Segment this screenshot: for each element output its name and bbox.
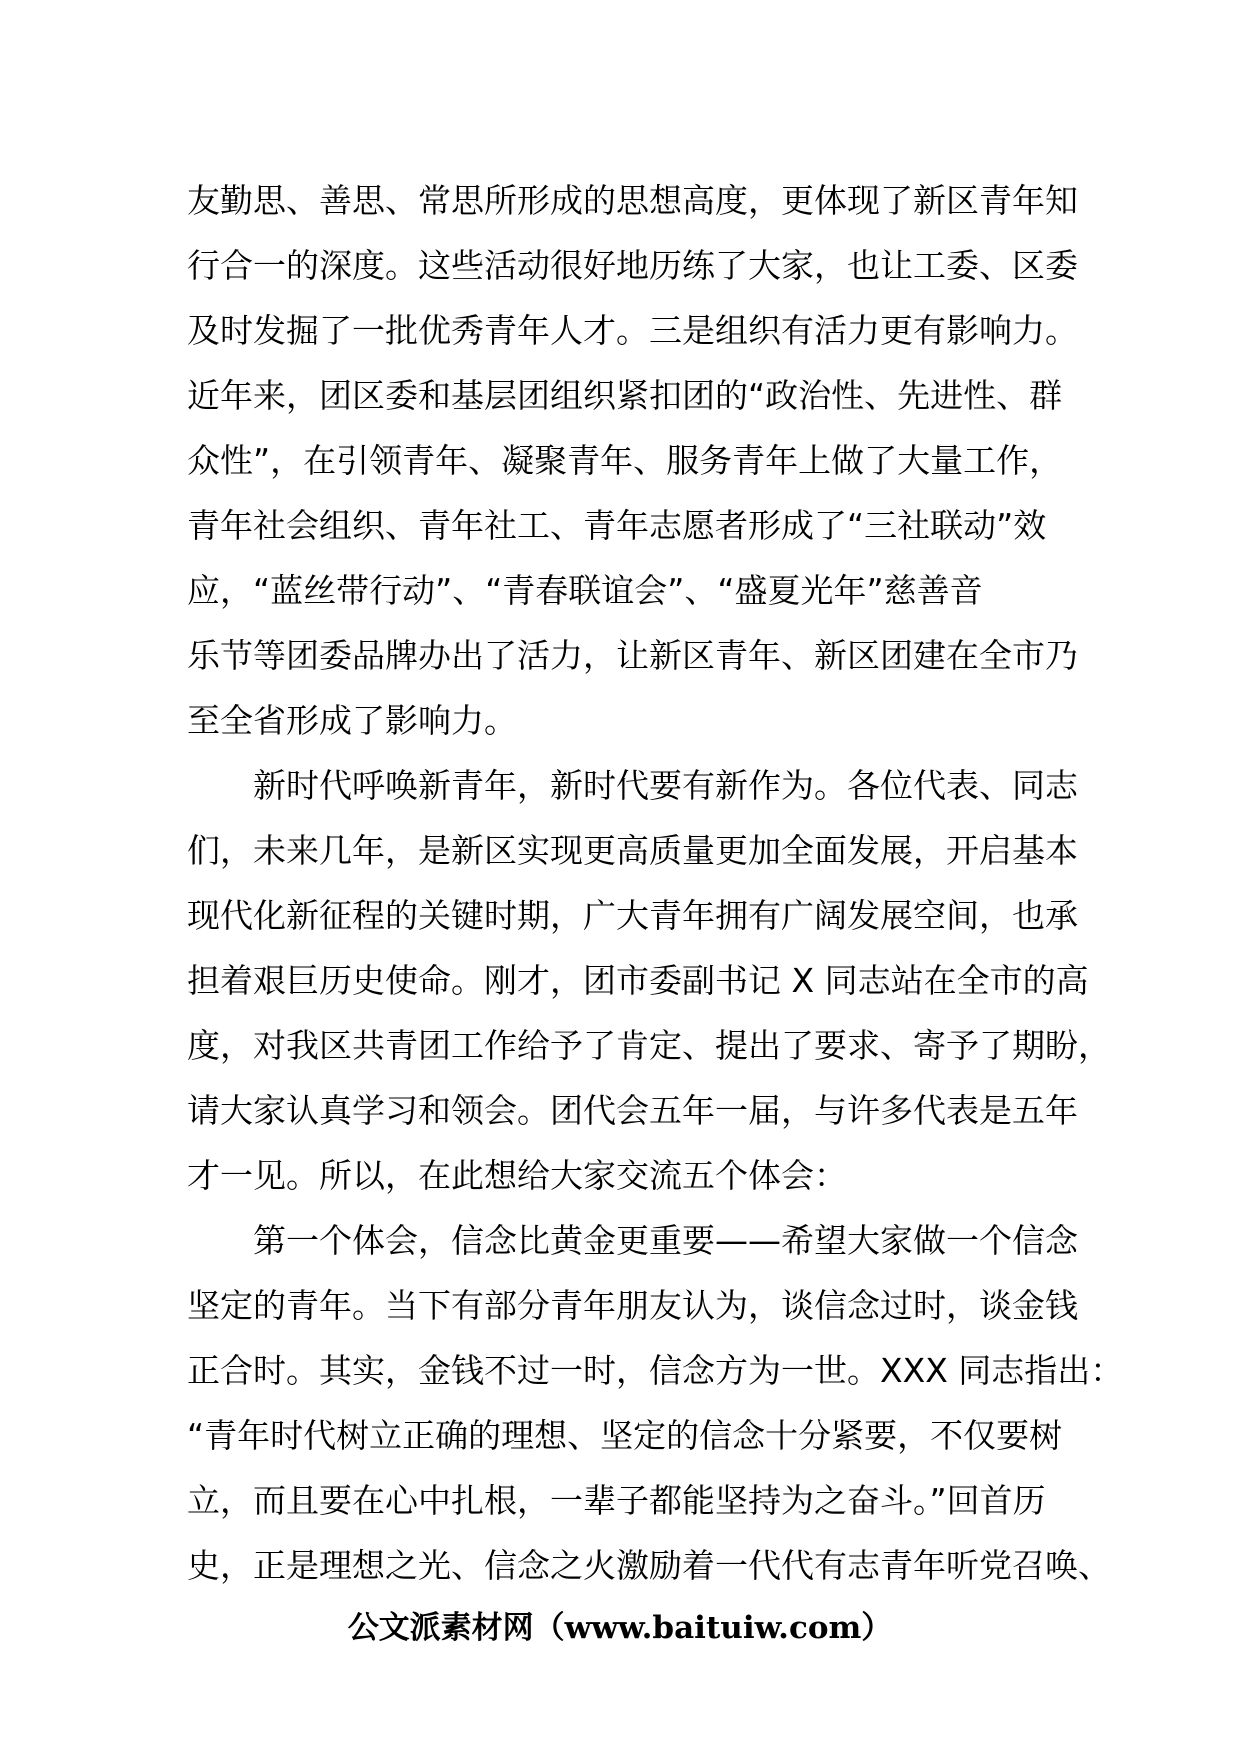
text-line: 请大家认真学习和领会。团代会五年一届，与许多代表是五年 (187, 1091, 1078, 1130)
text-line: 担着艰巨历史使命。刚才，团市委副书记 X 同志站在全市的高 (187, 961, 1089, 1000)
text-line: 众性”，在引领青年、凝聚青年、服务青年上做了大量工作， (187, 441, 1063, 480)
text-line: 们，未来几年，是新区实现更高质量更加全面发展，开启基本 (187, 831, 1078, 870)
text-line: 近年来，团区委和基层团组织紧扣团的“政治性、先进性、群 (187, 376, 1063, 415)
footer-watermark: 公文派素材网（www.baituiw.com） (347, 1610, 893, 1646)
text-line: 青年社会组织、青年社工、青年志愿者形成了“三社联动”效 (187, 506, 1047, 545)
text-line: “青年时代树立正确的理想、坚定的信念十分紧要，不仅要树 (187, 1416, 1063, 1455)
document-body (187, 168, 1124, 1598)
text-line: 正合时。其实，金钱不过一时，信念方为一世。XXX 同志指出： (187, 1351, 1124, 1390)
text-line: 才一见。所以，在此想给大家交流五个体会： (187, 1156, 847, 1195)
text-line: 友勤思、善思、常思所形成的思想高度，更体现了新区青年知 (187, 181, 1078, 220)
text-line: 现代化新征程的关键时期，广大青年拥有广阔发展空间，也承 (187, 896, 1078, 935)
text-line: 立，而且要在心中扎根，一辈子都能坚持为之奋斗。”回首历 (187, 1481, 1046, 1520)
text-line: 行合一的深度。这些活动很好地历练了大家，也让工委、区委 (187, 246, 1078, 285)
text-line: 应，“蓝丝带行动”、“青春联谊会”、“盛夏光年”慈善音 (187, 571, 983, 610)
text-line: 及时发掘了一批优秀青年人才。三是组织有活力更有影响力。 (187, 311, 1078, 350)
text-line: 乐节等团委品牌办出了活力，让新区青年、新区团建在全市乃 (187, 636, 1078, 675)
text-line: 史，正是理想之光、信念之火激励着一代代有志青年听党召唤、 (187, 1546, 1111, 1585)
paragraph-first-line: 第一个体会，信念比黄金更重要——希望大家做一个信念 (253, 1221, 1078, 1260)
text-line: 至全省形成了影响力。 (187, 701, 517, 740)
text-line: 度，对我区共青团工作给予了肯定、提出了要求、寄予了期盼， (187, 1026, 1111, 1065)
paragraph-first-line: 新时代呼唤新青年，新时代要有新作为。各位代表、同志 (253, 766, 1078, 805)
text-line: 坚定的青年。当下有部分青年朋友认为，谈信念过时，谈金钱 (187, 1286, 1078, 1325)
